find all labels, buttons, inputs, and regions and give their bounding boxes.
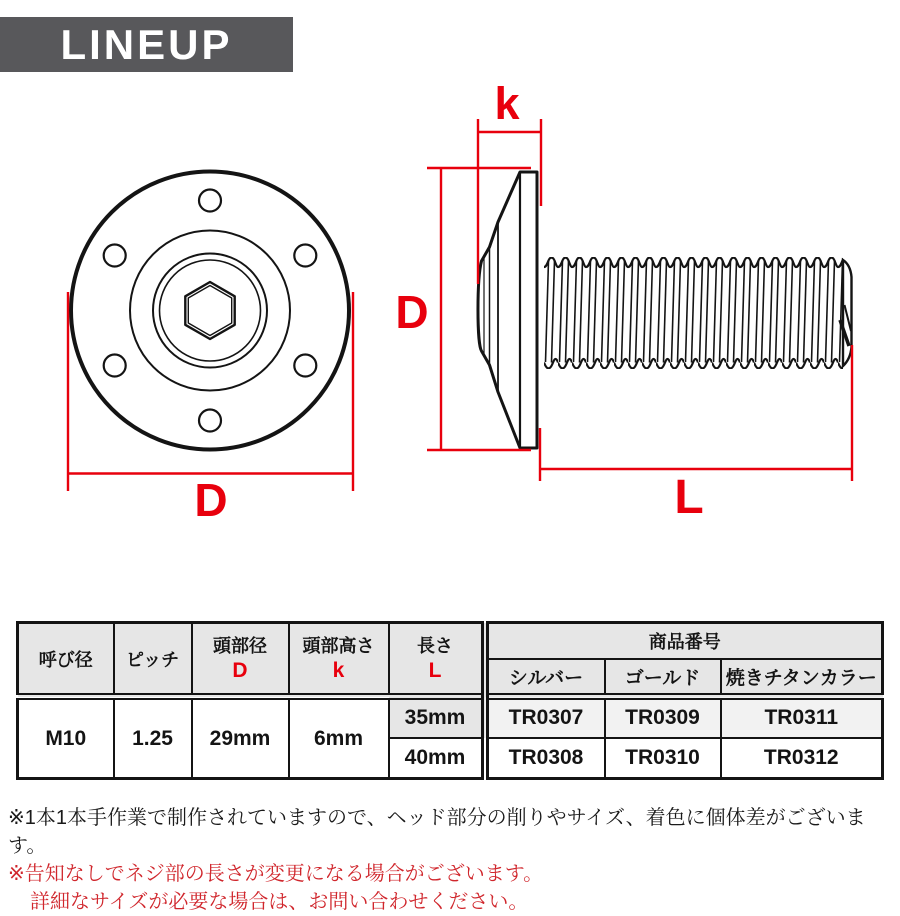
- header-color-titanium: 焼きチタンカラー: [721, 659, 883, 697]
- socket-chamfer-circle: [153, 254, 267, 368]
- bolt-side-view: [478, 172, 852, 448]
- note-line-1: ※1本1本手作業で制作されていますので、ヘッド部分の削りやサイズ、着色に個体差がございます。: [8, 807, 866, 857]
- header-length: [389, 623, 485, 697]
- front-dim-d-label: D: [194, 474, 228, 526]
- header-nominal-dia: 呼び径: [18, 623, 114, 697]
- header-head-dia-symbol: D: [232, 658, 248, 682]
- header-pitch: ピッチ: [114, 623, 192, 697]
- cell-nominal-dia: M10: [18, 697, 114, 779]
- hex-socket: [185, 282, 234, 339]
- note-line-2: ※告知なしでネジ部の長さが変更になる場合がございます。: [8, 863, 544, 885]
- note-line-3: 詳細なサイズが必要な場合は、お問い合わせください。: [30, 891, 529, 913]
- header-color-silver: シルバー: [485, 659, 605, 697]
- cell-length-35: 35mm: [389, 697, 485, 738]
- header-color-gold: ゴールド: [605, 659, 721, 697]
- header-head-height: [289, 623, 389, 697]
- bolt-front-view: [71, 172, 349, 450]
- banner-title: LINEUP: [60, 20, 233, 68]
- side-dim-l-label: L: [674, 471, 704, 524]
- header-head-dia: [192, 623, 289, 697]
- header-length-label: 長さ: [417, 635, 453, 656]
- spec-table: [16, 621, 884, 780]
- header-length-symbol: L: [428, 658, 442, 682]
- cell-length-40: 40mm: [389, 738, 485, 779]
- socket-circle: [160, 260, 261, 361]
- table-row-35mm: [18, 697, 883, 738]
- header-head-height-symbol: k: [332, 658, 345, 682]
- flange-holes: [104, 190, 317, 432]
- cell-product-titanium-35: TR0311: [721, 697, 883, 738]
- header-product-number: 商品番号: [485, 623, 883, 660]
- cell-product-gold-35: TR0309: [605, 697, 721, 738]
- cell-pitch: 1.25: [114, 697, 192, 779]
- cell-product-gold-40: TR0310: [605, 738, 721, 779]
- cell-head-dia: 29mm: [192, 697, 289, 779]
- side-dim-d-label: D: [395, 286, 429, 338]
- head-side-profile: [478, 172, 537, 448]
- cell-head-height: 6mm: [289, 697, 389, 779]
- front-dimension-d: [68, 292, 353, 491]
- header-head-height-label: 頭部高さ: [302, 635, 375, 656]
- footnotes: [8, 804, 888, 916]
- cell-product-silver-40: TR0308: [485, 738, 605, 779]
- thread-shaft: [544, 257, 843, 369]
- cell-product-titanium-40: TR0312: [721, 738, 883, 779]
- header-head-dia-label: 頭部径: [213, 635, 267, 656]
- cell-product-silver-35: TR0307: [485, 697, 605, 738]
- side-dim-k-label: k: [494, 78, 520, 129]
- flange-outer-circle: [71, 172, 349, 450]
